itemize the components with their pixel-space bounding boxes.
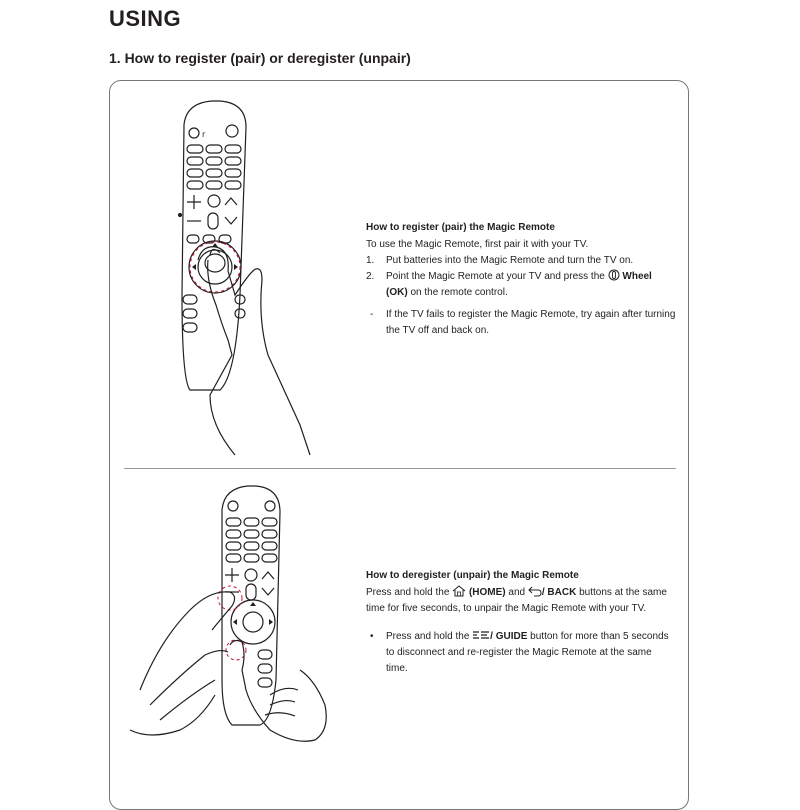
- step-text: Put batteries into the Magic Remote and turn the TV on.: [386, 255, 634, 266]
- step-text: Point the Magic Remote at your TV and press the: [386, 271, 608, 282]
- register-instructions: [366, 220, 676, 339]
- back-icon: [528, 585, 542, 597]
- step-number: 1.: [366, 255, 375, 266]
- step-number: 2.: [366, 271, 375, 282]
- deregister-bullet: [366, 629, 676, 677]
- bullet-text: button for more than 5 seconds to disconnect and re-register the Magic Remote at the same time.: [386, 631, 669, 674]
- wheel-icon: [608, 269, 620, 281]
- register-step-2: [366, 269, 676, 301]
- remote-pairing-illustration: [150, 95, 340, 460]
- register-heading: How to register (pair) the Magic Remote: [366, 222, 555, 233]
- guide-label: / GUIDE: [490, 631, 528, 642]
- deregister-instructions: [366, 568, 676, 677]
- section-title: 1. How to register (pair) or deregister (unpair): [109, 50, 411, 66]
- register-intro: To use the Magic Remote, first pair it with your TV.: [366, 239, 589, 250]
- home-label: (HOME): [468, 587, 506, 598]
- register-step-1: [366, 253, 676, 269]
- deregister-heading: How to deregister (unpair) the Magic Remote: [366, 570, 579, 581]
- body-text: buttons at the same time for five seconds, to unpair the Magic Remote with your TV.: [366, 587, 667, 614]
- remote-unpairing-illustration: [120, 480, 340, 800]
- register-note: [366, 307, 676, 339]
- step-text-tail: on the remote control.: [407, 287, 508, 298]
- body-text: and: [505, 587, 528, 598]
- note-dash: -: [370, 309, 374, 320]
- panel-divider: [124, 468, 676, 469]
- bullet-text: Press and hold the: [386, 631, 473, 642]
- page-heading: USING: [109, 6, 182, 31]
- bullet-mark: •: [370, 631, 374, 642]
- note-text: If the TV fails to register the Magic Remote, try again after turning the TV off and back on.: [386, 309, 676, 336]
- wheel-ok-label: Wheel (OK): [386, 271, 652, 298]
- svg-text:r: r: [202, 130, 206, 139]
- back-label: / BACK: [541, 587, 577, 598]
- body-text: Press and hold the: [366, 587, 453, 598]
- deregister-body: [366, 585, 676, 617]
- guide-icon: [472, 630, 490, 641]
- home-icon: [452, 585, 466, 597]
